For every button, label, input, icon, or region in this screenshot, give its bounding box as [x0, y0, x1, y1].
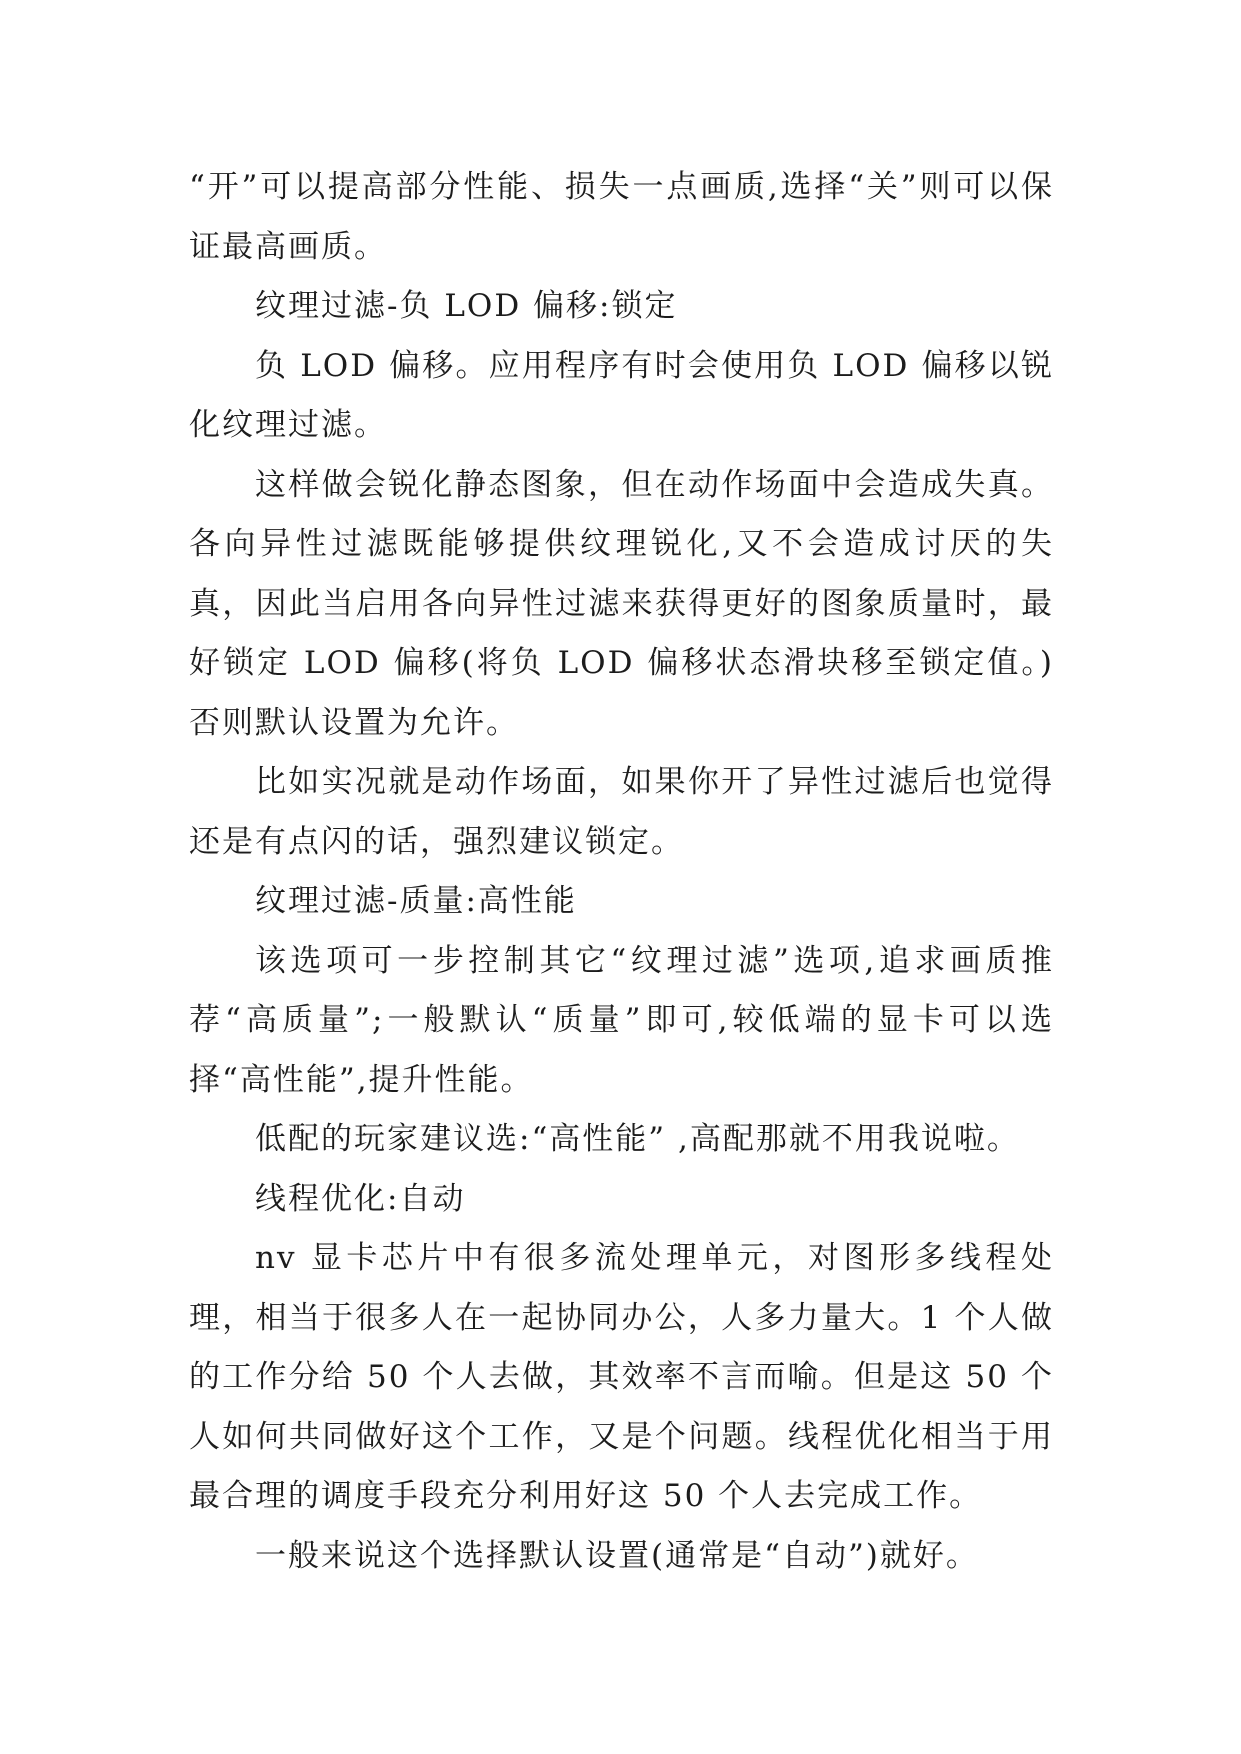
paragraph-lod-bias-example: 比如实况就是动作场面，如果你开了异性过滤后也觉得还是有点闪的话，强烈建议锁定。: [189, 764, 1054, 860]
heading-lod-bias: 纹理过滤-负 LOD 偏移:锁定: [255, 288, 678, 324]
paragraph-thread-advice: 一般来说这个选择默认设置(通常是“自动”)就好。: [255, 1537, 979, 1574]
heading-thread-optimization: 线程优化:自动: [255, 1180, 466, 1217]
paragraph-lod-bias-intro: 负 LOD 偏移。应用程序有时会使用负 LOD 偏移以锐化纹理过滤。: [189, 347, 1054, 443]
paragraph-thread-optimization: nv 显卡芯片中有很多流处理单元，对图形多线程处理，相当于很多人在一起协同办公，人多力量大。1 个人做的工作分给 50 个人去做，其效率不言而喻。但是这 50 个人如何共同做好这个工作，又是个问题。线程优化相当于用最合理的调度手段充分利用好这 50 个人去完成工作。: [189, 1240, 1054, 1514]
paragraph-continuation: “开”可以提高部分性能、损失一点画质,选择“关”则可以保证最高画质。: [189, 169, 1054, 265]
document-body: [189, 158, 1054, 1586]
paragraph-texture-quality: 该选项可一步控制其它“纹理过滤”选项,追求画质推荐“高质量”;一般默认“质量”即可,较低端的显卡可以选择“高性能”,提升性能。: [189, 942, 1054, 1098]
paragraph-lod-bias-detail: 这样做会锐化静态图象，但在动作场面中会造成失真。各向异性过滤既能够提供纹理锐化,又不会造成讨厌的失真，因此当启用各向异性过滤来获得更好的图象质量时，最好锁定 LOD 偏移(将负 LOD 偏移状态滑块移至锁定值。)否则默认设置为允许。: [189, 466, 1054, 741]
paragraph-quality-advice: 低配的玩家建议选:“高性能” ,高配那就不用我说啦。: [255, 1121, 1020, 1157]
heading-texture-quality: 纹理过滤-质量:高性能: [255, 883, 577, 919]
